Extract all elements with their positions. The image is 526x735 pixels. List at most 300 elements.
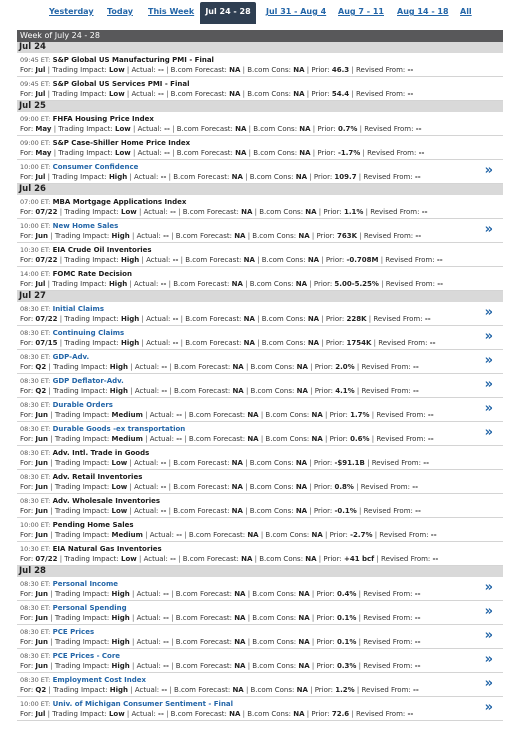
field-label: For: (20, 459, 34, 467)
forecast-value: NA (243, 256, 255, 264)
event-name-link[interactable]: Consumer Confidence (52, 163, 139, 171)
field-label: B.com Forecast: (174, 387, 231, 395)
revised-value: -- (412, 483, 419, 491)
tab-jul-24-28[interactable]: Jul 24 - 28 (200, 2, 256, 24)
field-label: B.com Cons: (253, 125, 298, 133)
field-separator: | (182, 531, 189, 539)
field-label: Revised From: (379, 531, 429, 539)
event-time: 08:30 (20, 652, 39, 660)
impact-value: Low (108, 710, 125, 718)
event-time: 10:30 (20, 246, 39, 254)
consensus-value: NA (295, 459, 308, 467)
field-separator: | (254, 256, 262, 264)
prior-value: 0.6% (350, 435, 370, 443)
prior-value: 2.0% (335, 363, 355, 371)
et-suffix: ET: (38, 449, 51, 457)
period-value: Q2 (35, 363, 47, 371)
field-label: B.com Cons: (250, 363, 295, 371)
revised-value: -- (427, 411, 434, 419)
more-details-icon[interactable]: » (484, 580, 493, 595)
field-separator: | (46, 387, 54, 395)
forecast-value: NA (234, 614, 246, 622)
more-details-icon[interactable]: » (484, 329, 493, 344)
more-details-icon[interactable]: » (484, 676, 493, 691)
field-label: B.com Forecast: (173, 459, 230, 467)
field-separator: | (243, 387, 251, 395)
event-name: FHFA Housing Price Index (52, 115, 154, 123)
event-time: 08:30 (20, 604, 39, 612)
more-details-icon[interactable]: » (484, 425, 493, 440)
prior-value: 228K (346, 315, 367, 323)
revised-value: -- (430, 531, 437, 539)
actual-value: -- (170, 208, 176, 216)
field-label: Trading Impact: (54, 662, 110, 670)
field-label: Actual: (134, 280, 159, 288)
field-separator: | (57, 315, 65, 323)
prior-value: 4.1% (335, 387, 355, 395)
event-name-link[interactable]: Personal Income (52, 580, 119, 588)
field-separator: | (175, 208, 183, 216)
more-details-icon[interactable]: » (484, 222, 493, 237)
event-title-line (20, 580, 118, 589)
forecast-value: NA (243, 339, 255, 347)
consensus-value: NA (293, 710, 305, 718)
consensus-value: NA (305, 555, 317, 563)
event-name: S&P Global US Manufacturing PMI - Final (52, 56, 214, 64)
day-header: Jul 26 (17, 184, 503, 195)
event-name-link[interactable]: Univ. of Michigan Consumer Sentiment - Final (52, 700, 234, 708)
event-title-line (20, 676, 146, 685)
period-value: Jun (35, 590, 48, 598)
et-suffix: ET: (38, 652, 51, 660)
field-separator: | (356, 638, 364, 646)
revised-value: -- (413, 686, 419, 694)
et-suffix: ET: (38, 545, 51, 553)
revised-value: -- (429, 339, 436, 347)
forecast-value: NA (235, 125, 247, 133)
period-value: Jun (35, 435, 48, 443)
period-value: Jun (35, 614, 48, 622)
field-label: For: (20, 435, 34, 443)
field-label: For: (20, 125, 34, 133)
event-time: 08:30 (20, 377, 39, 385)
event-details-line (20, 280, 443, 289)
impact-value: High (111, 232, 130, 240)
prior-value: -0.1% (334, 507, 357, 515)
field-separator: | (307, 363, 315, 371)
field-label: B.com Forecast: (188, 411, 246, 419)
field-separator: | (163, 710, 171, 718)
field-label: For: (20, 280, 34, 288)
field-separator: | (142, 531, 150, 539)
actual-value: -- (158, 710, 164, 718)
field-label: B.com Forecast: (175, 232, 232, 240)
period-value: Q2 (35, 387, 47, 395)
prior-value: 0.4% (337, 590, 357, 598)
field-label: For: (20, 315, 34, 323)
field-label: B.com Cons: (247, 710, 292, 718)
event-title-line (20, 652, 120, 661)
event-time: 08:30 (20, 676, 39, 684)
field-label: Trading Impact: (54, 507, 110, 515)
field-label: Trading Impact: (54, 531, 110, 539)
period-value: Jul (35, 280, 46, 288)
forecast-value: NA (231, 507, 243, 515)
impact-value: High (111, 590, 130, 598)
event-name: MBA Mortgage Applications Index (52, 198, 187, 206)
event-name-link[interactable]: PCE Prices (52, 628, 95, 636)
field-separator: | (45, 173, 53, 181)
forecast-value: NA (247, 435, 259, 443)
period-value: Jun (35, 459, 48, 467)
more-details-icon[interactable]: » (484, 305, 493, 320)
event-row (17, 601, 503, 625)
field-label: B.com Cons: (252, 590, 297, 598)
field-separator: | (354, 363, 362, 371)
consensus-value: NA (295, 173, 308, 181)
event-name-link[interactable]: GDP Deflator-Adv. (52, 377, 124, 385)
field-label: Revised From: (370, 208, 420, 216)
field-label: B.com Forecast: (170, 710, 227, 718)
period-value: Jul (35, 66, 46, 74)
field-label: Prior: (323, 555, 342, 563)
event-name-link[interactable]: PCE Prices - Core (52, 652, 121, 660)
field-separator: | (57, 256, 65, 264)
field-separator: | (169, 125, 177, 133)
field-label: For: (20, 531, 34, 539)
actual-value: -- (160, 507, 167, 515)
consensus-value: NA (296, 686, 308, 694)
event-name: EIA Crude Oil Inventories (52, 246, 152, 254)
field-separator: | (129, 232, 137, 240)
event-name-link[interactable]: Durable Orders (52, 401, 113, 409)
period-value: 07/22 (35, 208, 58, 216)
field-label: Actual: (136, 232, 161, 240)
consensus-value: NA (295, 280, 308, 288)
field-separator: | (307, 387, 315, 395)
event-row (17, 136, 503, 160)
field-label: Prior: (314, 363, 334, 371)
period-value: Jun (35, 232, 48, 240)
field-label: B.com Forecast: (173, 280, 230, 288)
prior-value: -$91.1B (334, 459, 365, 467)
field-label: Prior: (311, 66, 330, 74)
forecast-value: NA (234, 590, 246, 598)
prior-value: 0.7% (337, 125, 358, 133)
event-row (17, 470, 503, 494)
et-suffix: ET: (38, 270, 51, 278)
prior-value: 72.6 (331, 710, 350, 718)
field-label: Trading Impact: (54, 483, 110, 491)
event-name-link[interactable]: Initial Claims (52, 305, 105, 313)
period-value: 07/15 (35, 339, 58, 347)
et-suffix: ET: (38, 246, 51, 254)
event-time: 08:30 (20, 473, 39, 481)
more-details-icon[interactable]: » (484, 700, 493, 715)
more-details-icon[interactable]: » (484, 163, 493, 178)
field-label: Actual: (149, 411, 175, 419)
event-name-link[interactable]: Durable Goods -ex transportation (52, 425, 186, 433)
field-separator: | (129, 614, 137, 622)
field-label: B.com Forecast: (188, 531, 246, 539)
event-name-link[interactable]: New Home Sales (52, 222, 119, 230)
revised-value: -- (436, 256, 443, 264)
field-label: B.com Cons: (252, 232, 297, 240)
event-row (17, 195, 503, 219)
field-separator: | (356, 662, 364, 670)
field-separator: | (309, 590, 317, 598)
field-label: Revised From: (363, 173, 413, 181)
event-time: 08:30 (20, 305, 39, 313)
period-value: Jul (35, 710, 46, 718)
field-label: Trading Impact: (53, 686, 108, 694)
event-details-line (20, 339, 436, 348)
field-label: For: (20, 614, 34, 622)
field-label: Actual: (137, 149, 162, 157)
field-separator: | (357, 232, 364, 240)
actual-value: -- (161, 363, 168, 371)
event-details-line (20, 435, 434, 444)
field-separator: | (366, 315, 374, 323)
prior-value: -1.7% (337, 149, 361, 157)
field-separator: | (258, 411, 266, 419)
field-separator: | (124, 66, 132, 74)
field-label: Trading Impact: (53, 387, 108, 395)
revised-value: -- (407, 90, 414, 98)
forecast-value: NA (241, 208, 253, 216)
consensus-value: NA (296, 387, 308, 395)
event-details-line (20, 459, 429, 468)
field-label: For: (20, 411, 34, 419)
period-value: 07/22 (35, 555, 58, 563)
event-details-line (20, 90, 413, 99)
field-separator: | (178, 339, 186, 347)
tab-today[interactable]: Today (107, 7, 133, 16)
field-label: Trading Impact: (52, 710, 107, 718)
more-details-icon[interactable]: » (484, 628, 493, 643)
field-separator: | (45, 90, 53, 98)
field-separator: | (130, 125, 138, 133)
field-separator: | (319, 339, 326, 347)
actual-value: -- (164, 149, 170, 157)
field-label: For: (20, 662, 34, 670)
field-separator: | (128, 387, 135, 395)
field-label: For: (20, 555, 34, 563)
field-label: Actual: (134, 686, 160, 694)
impact-value: Low (108, 90, 125, 98)
field-separator: | (167, 363, 175, 371)
field-separator: | (360, 149, 368, 157)
field-separator: | (48, 459, 55, 467)
field-label: Prior: (329, 531, 348, 539)
event-name: S&P Case-Shiller Home Price Index (52, 139, 191, 147)
more-details-icon[interactable]: » (484, 377, 493, 392)
field-label: Trading Impact: (53, 363, 108, 371)
event-details-line (20, 555, 438, 564)
field-label: Prior: (317, 125, 336, 133)
event-details-line (20, 232, 421, 241)
field-label: Prior: (325, 339, 345, 347)
impact-value: Low (115, 125, 131, 133)
field-label: Revised From: (367, 149, 417, 157)
field-separator: | (258, 435, 266, 443)
et-suffix: ET: (38, 353, 51, 361)
event-name: S&P Global US Services PMI - Final (52, 80, 190, 88)
event-time: 09:45 (20, 80, 39, 88)
consensus-value: NA (298, 638, 310, 646)
field-separator: | (349, 710, 356, 718)
field-label: Prior: (316, 638, 335, 646)
consensus-value: NA (295, 507, 308, 515)
more-details-icon[interactable]: » (484, 401, 493, 416)
tab-aug-14-18[interactable]: Aug 14 - 18 (397, 7, 449, 16)
field-label: B.com Cons: (249, 459, 294, 467)
field-label: B.com Cons: (250, 686, 295, 694)
field-label: B.com Forecast: (174, 686, 231, 694)
impact-value: Medium (111, 531, 143, 539)
field-separator: | (48, 232, 55, 240)
event-title-line (20, 401, 113, 410)
event-details-line (20, 614, 421, 623)
more-details-icon[interactable]: » (484, 604, 493, 619)
field-separator: | (374, 555, 382, 563)
field-label: B.com Forecast: (185, 339, 242, 347)
event-time: 09:00 (20, 139, 39, 147)
field-label: Revised From: (385, 256, 435, 264)
field-label: B.com Cons: (265, 435, 310, 443)
forecast-value: NA (235, 149, 247, 157)
field-label: B.com Forecast: (176, 149, 233, 157)
event-details-line (20, 531, 437, 540)
tab-all[interactable]: All (460, 7, 472, 16)
impact-value: High (111, 662, 130, 670)
field-separator: | (356, 507, 364, 515)
et-suffix: ET: (38, 700, 51, 708)
event-name-link[interactable]: GDP-Adv. (52, 353, 90, 361)
event-title-line (20, 56, 214, 65)
field-separator: | (243, 363, 251, 371)
event-title-line (20, 628, 94, 637)
consensus-value: NA (298, 614, 310, 622)
period-value: Jun (35, 662, 48, 670)
more-details-icon[interactable]: » (484, 353, 493, 368)
actual-value: -- (161, 387, 168, 395)
event-row (17, 219, 503, 243)
field-label: For: (20, 710, 34, 718)
field-label: Revised From: (363, 638, 413, 646)
impact-value: High (121, 315, 140, 323)
actual-value: -- (172, 339, 179, 347)
event-row (17, 577, 503, 601)
field-separator: | (57, 339, 65, 347)
event-time: 08:30 (20, 425, 39, 433)
revised-value: -- (407, 710, 414, 718)
tab-yesterday[interactable]: Yesterday (49, 7, 94, 16)
event-name: FOMC Rate Decision (52, 270, 132, 278)
field-label: Trading Impact: (54, 638, 110, 646)
field-label: B.com Cons: (261, 339, 306, 347)
prior-value: 763K (337, 232, 358, 240)
event-details-line (20, 662, 421, 671)
field-separator: | (128, 363, 135, 371)
event-name-link[interactable]: Employment Cost Index (52, 676, 147, 684)
field-label: Prior: (329, 435, 348, 443)
event-row (17, 446, 503, 470)
tab-jul-31-aug-4[interactable]: Jul 31 - Aug 4 (266, 7, 327, 16)
field-label: B.com Forecast: (175, 662, 232, 670)
field-separator: | (349, 66, 356, 74)
field-separator: | (167, 686, 175, 694)
prior-value: 46.3 (331, 66, 350, 74)
field-separator: | (168, 590, 176, 598)
day-header: Jul 27 (17, 291, 503, 302)
event-name-link[interactable]: Personal Spending (52, 604, 127, 612)
field-separator: | (319, 315, 326, 323)
field-label: B.com Cons: (261, 256, 306, 264)
field-label: Actual: (137, 125, 162, 133)
event-title-line (20, 198, 186, 207)
tab-aug-7-11[interactable]: Aug 7 - 11 (338, 7, 384, 16)
impact-value: Low (121, 555, 137, 563)
et-suffix: ET: (38, 628, 51, 636)
event-name-link[interactable]: Continuing Claims (52, 329, 125, 337)
forecast-value: NA (229, 710, 241, 718)
revised-value: -- (407, 66, 414, 74)
field-label: Prior: (313, 173, 333, 181)
field-label: B.com Forecast: (176, 125, 233, 133)
field-separator: | (163, 66, 171, 74)
event-details-line (20, 507, 421, 516)
et-suffix: ET: (38, 401, 51, 409)
field-label: B.com Cons: (250, 387, 295, 395)
event-name: Pending Home Sales (52, 521, 134, 529)
impact-value: High (109, 363, 129, 371)
field-separator: | (48, 507, 55, 515)
event-title-line (20, 270, 132, 279)
field-separator: | (168, 614, 176, 622)
field-label: B.com Cons: (249, 173, 294, 181)
field-label: Actual: (134, 173, 159, 181)
et-suffix: ET: (38, 473, 51, 481)
more-details-icon[interactable]: » (484, 652, 493, 667)
event-details-line (20, 125, 422, 134)
field-label: Prior: (314, 686, 334, 694)
field-separator: | (167, 387, 175, 395)
impact-value: High (109, 686, 129, 694)
consensus-value: NA (298, 590, 310, 598)
field-separator: | (139, 256, 147, 264)
actual-value: -- (176, 531, 183, 539)
forecast-value: NA (241, 555, 253, 563)
field-label: B.com Cons: (265, 531, 310, 539)
actual-value: -- (158, 66, 164, 74)
event-details-line (20, 208, 428, 217)
consensus-value: NA (296, 363, 308, 371)
event-name: EIA Natural Gas Inventories (52, 545, 162, 553)
field-label: Prior: (316, 614, 335, 622)
revised-value: -- (437, 280, 444, 288)
field-label: B.com Cons: (261, 315, 306, 323)
field-separator: | (48, 638, 55, 646)
field-label: B.com Forecast: (185, 315, 242, 323)
event-title-line (20, 425, 185, 434)
event-row (17, 649, 503, 673)
tab-this-week[interactable]: This Week (148, 7, 195, 16)
field-label: B.com Cons: (247, 66, 292, 74)
prior-value: 0.3% (337, 662, 357, 670)
actual-value: -- (160, 173, 167, 181)
field-label: Actual: (136, 662, 161, 670)
